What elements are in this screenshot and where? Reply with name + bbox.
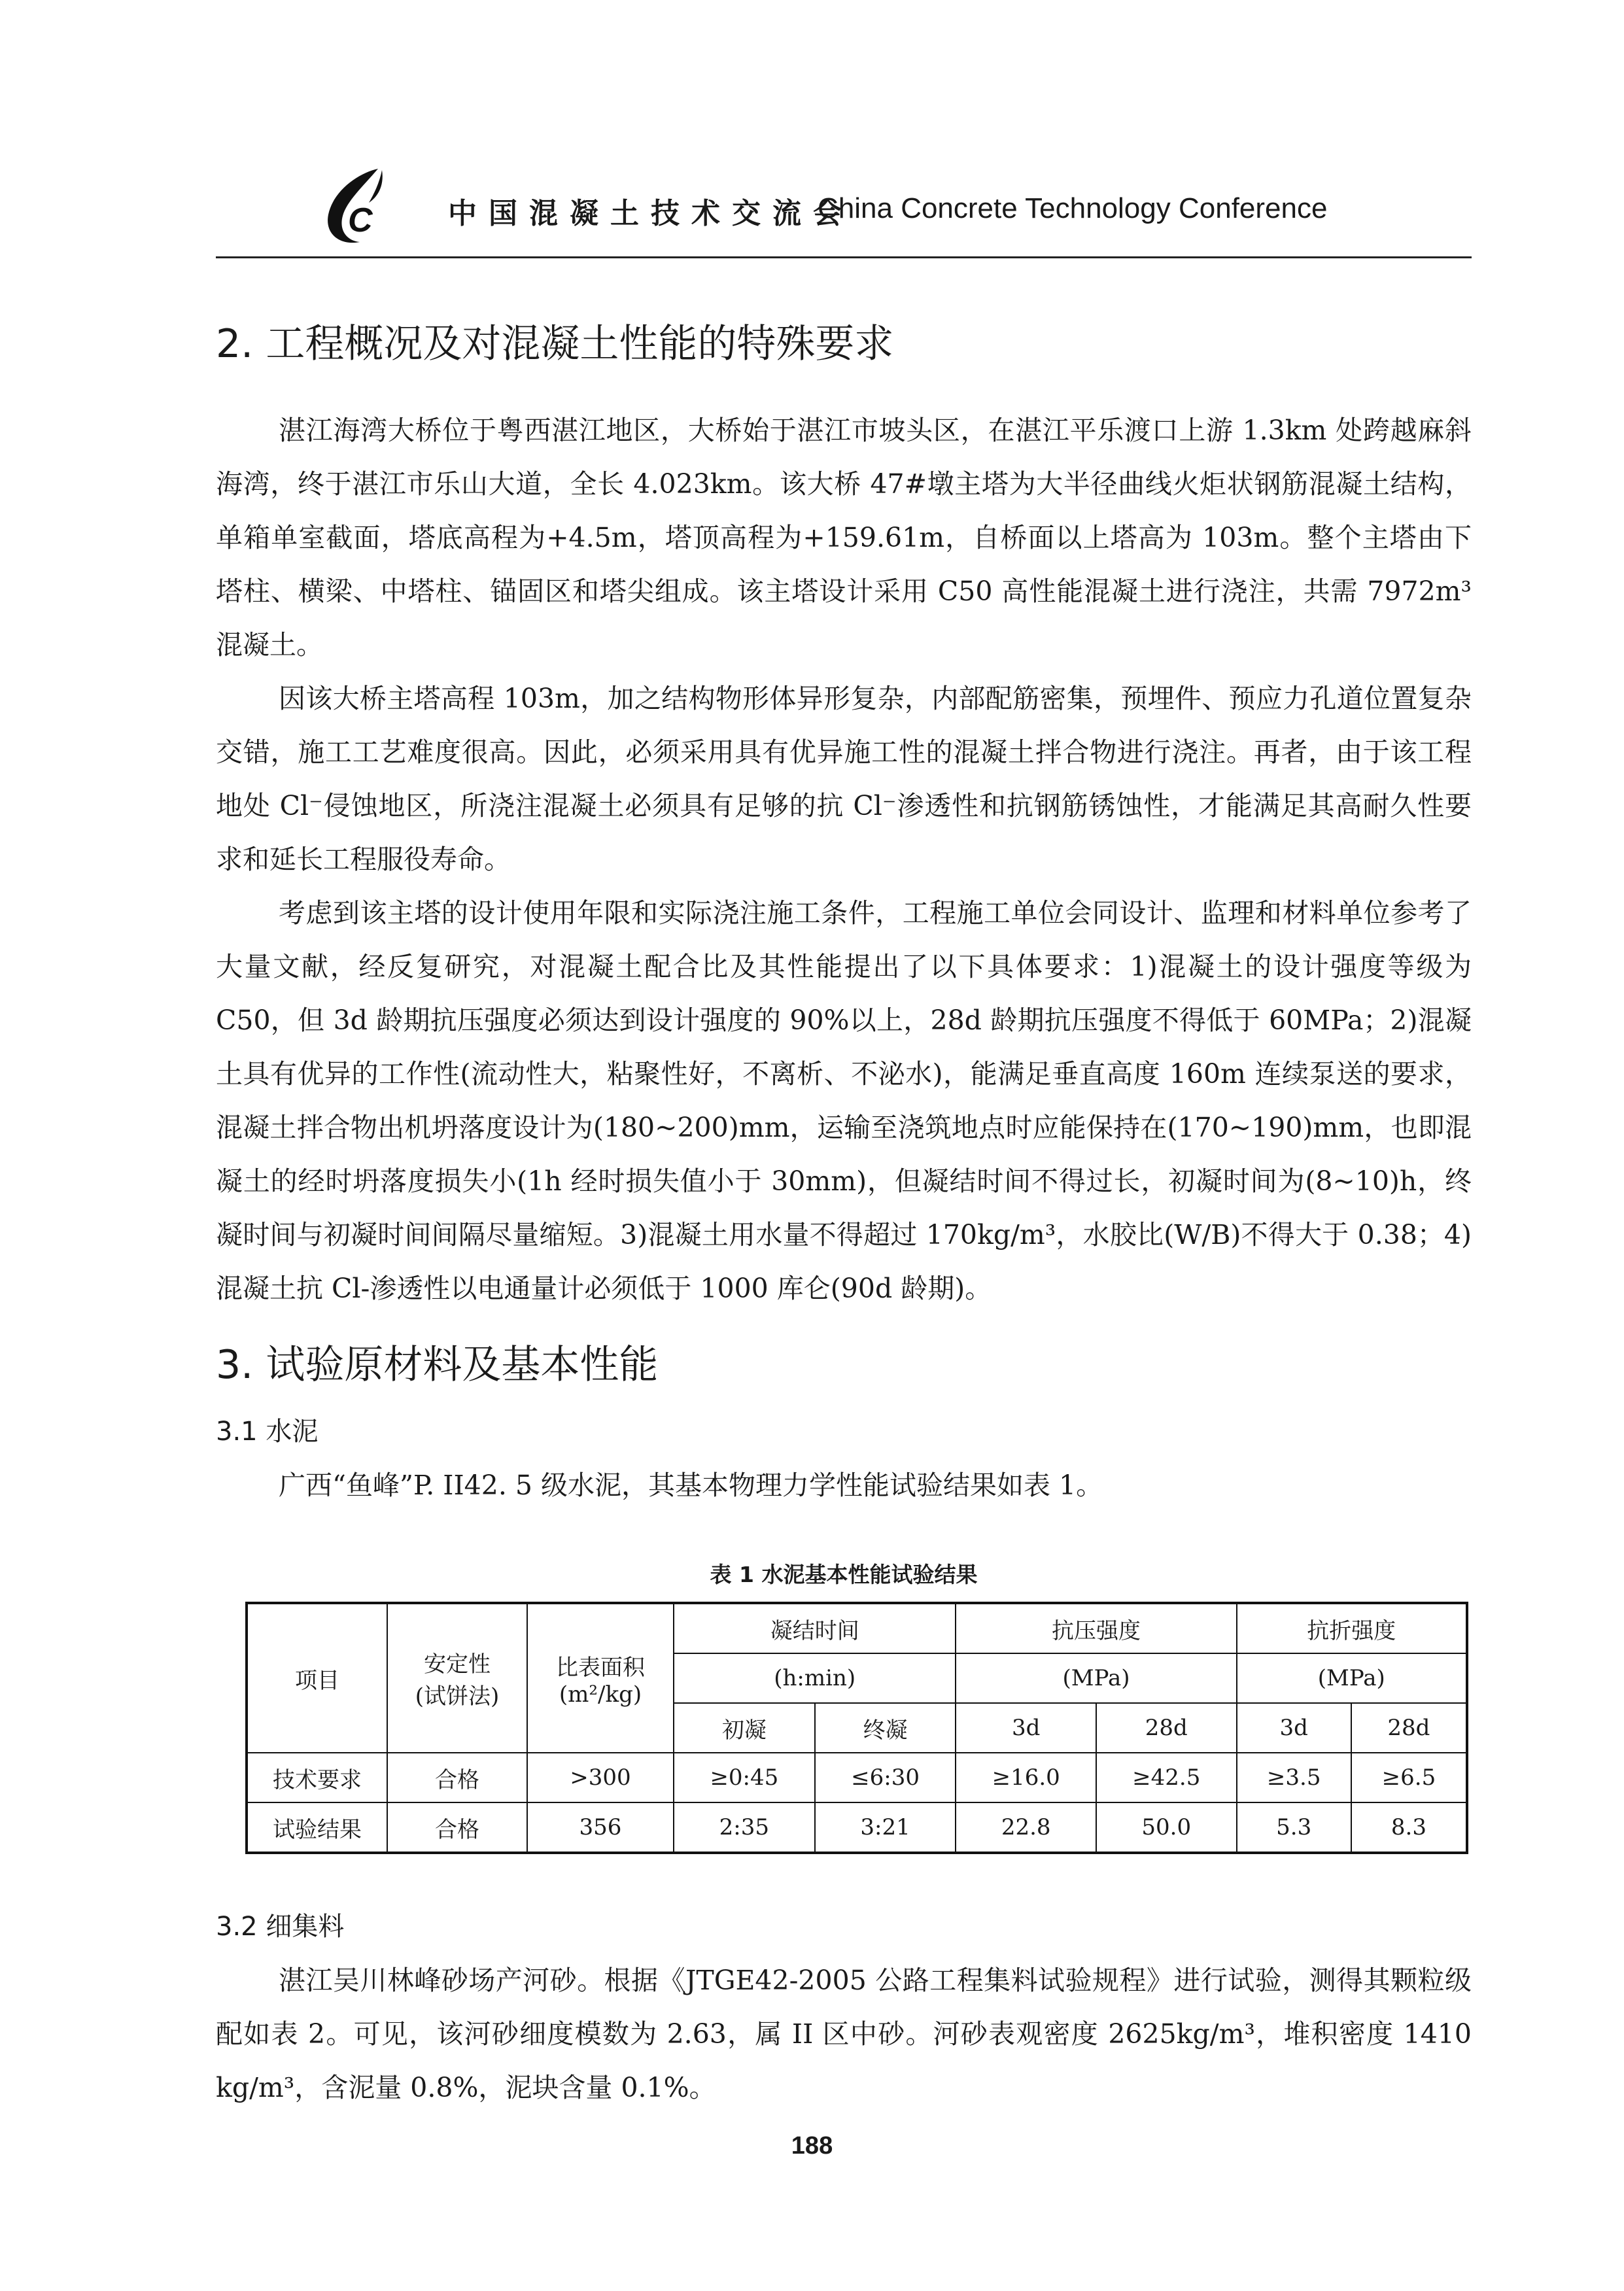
th-flex-28d: 28d xyxy=(1351,1703,1467,1753)
cell-flex28: ≥6.5 xyxy=(1351,1753,1467,1802)
th-final-set: 终凝 xyxy=(815,1703,956,1753)
th-item: 项目 xyxy=(247,1603,387,1753)
cell-comp28: 50.0 xyxy=(1096,1802,1237,1853)
header-rule xyxy=(216,256,1472,258)
th-stability: 安定性 (试饼法) xyxy=(387,1603,527,1753)
section-2-paragraph-3: 考虑到该主塔的设计使用年限和实际浇注施工条件，工程施工单位会同设计、监理和材料单位参考了大量文献，经反复研究，对混凝土配合比及其性能提出了以下具体要求：1)混凝土的设计强度等级为 C50，但 3d 龄期抗压强度必须达到设计强度的 90%以上，28d 龄期抗压强度不得低于 60MPa；2)混凝土具有优异的工作性(流动性大，粘聚性好，不离析、不泌水)，能满足垂直高度 160m 连续泵送的要求，混凝土拌合物出机坍落度设计为(180~200)mm，运输至浇筑地点时应能保持在(170~190)mm，也即混凝土的经时坍落度损失小(1h 经时损失值小于 30mm)，但凝结时间不得过长，初凝时间为(8~10)h，终凝时间与初凝时间间隔尽量缩短。3)混凝土用水量不得超过 170kg/m³，水胶比(W/B)不得大于 0.38；4)混凝土抗 Cl-渗透性以电通量计必须低于 1000 库仑(90d 龄期)。 xyxy=(216,897,1472,1304)
th-comp-3d: 3d xyxy=(956,1703,1096,1753)
section-2-paragraph-2: 因该大桥主塔高程 103m，加之结构物形体异形复杂，内部配筋密集，预埋件、预应力孔道位置复杂交错，施工工艺难度很高。因此，必须采用具有优异施工性的混凝土拌合物进行浇注。再者，由于该工程地处 Cl⁻侵蚀地区，所浇注混凝土必须具有足够的抗 Cl⁻渗透性和抗钢筋锈蚀性，才能满足其高耐久性要求和延长工程服役寿命。 xyxy=(216,683,1472,875)
th-comp-28d: 28d xyxy=(1096,1703,1237,1753)
th-setting-unit: (h:min) xyxy=(674,1653,956,1703)
svg-text:C: C xyxy=(348,201,373,239)
page-header xyxy=(216,164,1465,262)
th-compressive-unit: (MPa) xyxy=(956,1653,1236,1703)
page-content xyxy=(216,307,1472,2114)
cell-flex28: 8.3 xyxy=(1351,1802,1467,1853)
cell-ssa: 356 xyxy=(527,1802,674,1853)
table-1-caption: 表 1 水泥基本性能试验结果 xyxy=(710,1562,978,1587)
th-initial-set: 初凝 xyxy=(674,1703,815,1753)
table-row xyxy=(247,1802,1467,1853)
section-2-heading: 2. 工程概况及对混凝土性能的特殊要求 xyxy=(216,321,894,367)
subsection-3-2-heading: 3.2 细集料 xyxy=(216,1912,345,1942)
th-compressive: 抗压强度 xyxy=(956,1603,1236,1653)
cell-comp28: ≥42.5 xyxy=(1096,1753,1237,1802)
cell-comp3: ≥16.0 xyxy=(956,1753,1096,1802)
cell-comp3: 22.8 xyxy=(956,1802,1096,1853)
page-number: 188 xyxy=(791,2132,833,2160)
header-cn-title: 中国混凝土技术交流会 xyxy=(448,197,854,230)
cell-final: ≤6:30 xyxy=(815,1753,956,1802)
cell-initial: 2:35 xyxy=(674,1802,815,1853)
cell-flex3: ≥3.5 xyxy=(1237,1753,1351,1802)
th-flexural-unit: (MPa) xyxy=(1237,1653,1467,1703)
th-specific-surface: 比表面积 (m²/kg) xyxy=(527,1603,674,1753)
cc-flame-logo-icon xyxy=(314,164,399,249)
cell-initial: ≥0:45 xyxy=(674,1753,815,1802)
th-flexural: 抗折强度 xyxy=(1237,1603,1467,1653)
header-en-title: China Concrete Technology Conference xyxy=(818,192,1328,224)
cell-stability: 合格 xyxy=(387,1802,527,1853)
th-setting-time: 凝结时间 xyxy=(674,1603,956,1653)
cell-label: 技术要求 xyxy=(247,1753,387,1802)
cell-final: 3:21 xyxy=(815,1802,956,1853)
table-row xyxy=(247,1753,1467,1802)
subsection-3-2-text: 湛江吴川林峰砂场产河砂。根据《JTGE42-2005 公路工程集料试验规程》进行试验，测得其颗粒级配如表 2。可见，该河砂细度模数为 2.63，属 II 区中砂。河砂表观密度 2625kg/m³，堆积密度 1410 kg/m³，含泥量 0.8%，泥块含量 0.1%。 xyxy=(216,1965,1472,2103)
section-2-paragraph-1: 湛江海湾大桥位于粤西湛江地区，大桥始于湛江市坡头区，在湛江平乐渡口上游 1.3km 处跨越麻斜海湾，终于湛江市乐山大道，全长 4.023km。该大桥 47#墩主塔为大半径曲线火炬状钢筋混凝土结构，单箱单室截面，塔底高程为+4.5m，塔顶高程为+159.61m，自桥面以上塔高为 103m。整个主塔由下塔柱、横梁、中塔柱、锚固区和塔尖组成。该主塔设计采用 C50 高性能混凝土进行浇注，共需 7972m³ 混凝土。 xyxy=(216,415,1472,661)
subsection-3-1-heading: 3.1 水泥 xyxy=(216,1417,319,1447)
th-flex-3d: 3d xyxy=(1237,1703,1351,1753)
section-3-heading: 3. 试验原材料及基本性能 xyxy=(216,1342,659,1388)
subsection-3-1-text: 广西“鱼峰”P. II42. 5 级水泥，其基本物理力学性能试验结果如表 1。 xyxy=(279,1470,1103,1501)
table-1 xyxy=(245,1602,1468,1854)
cell-stability: 合格 xyxy=(387,1753,527,1802)
cell-flex3: 5.3 xyxy=(1237,1802,1351,1853)
cell-label: 试验结果 xyxy=(247,1802,387,1853)
cell-ssa: >300 xyxy=(527,1753,674,1802)
